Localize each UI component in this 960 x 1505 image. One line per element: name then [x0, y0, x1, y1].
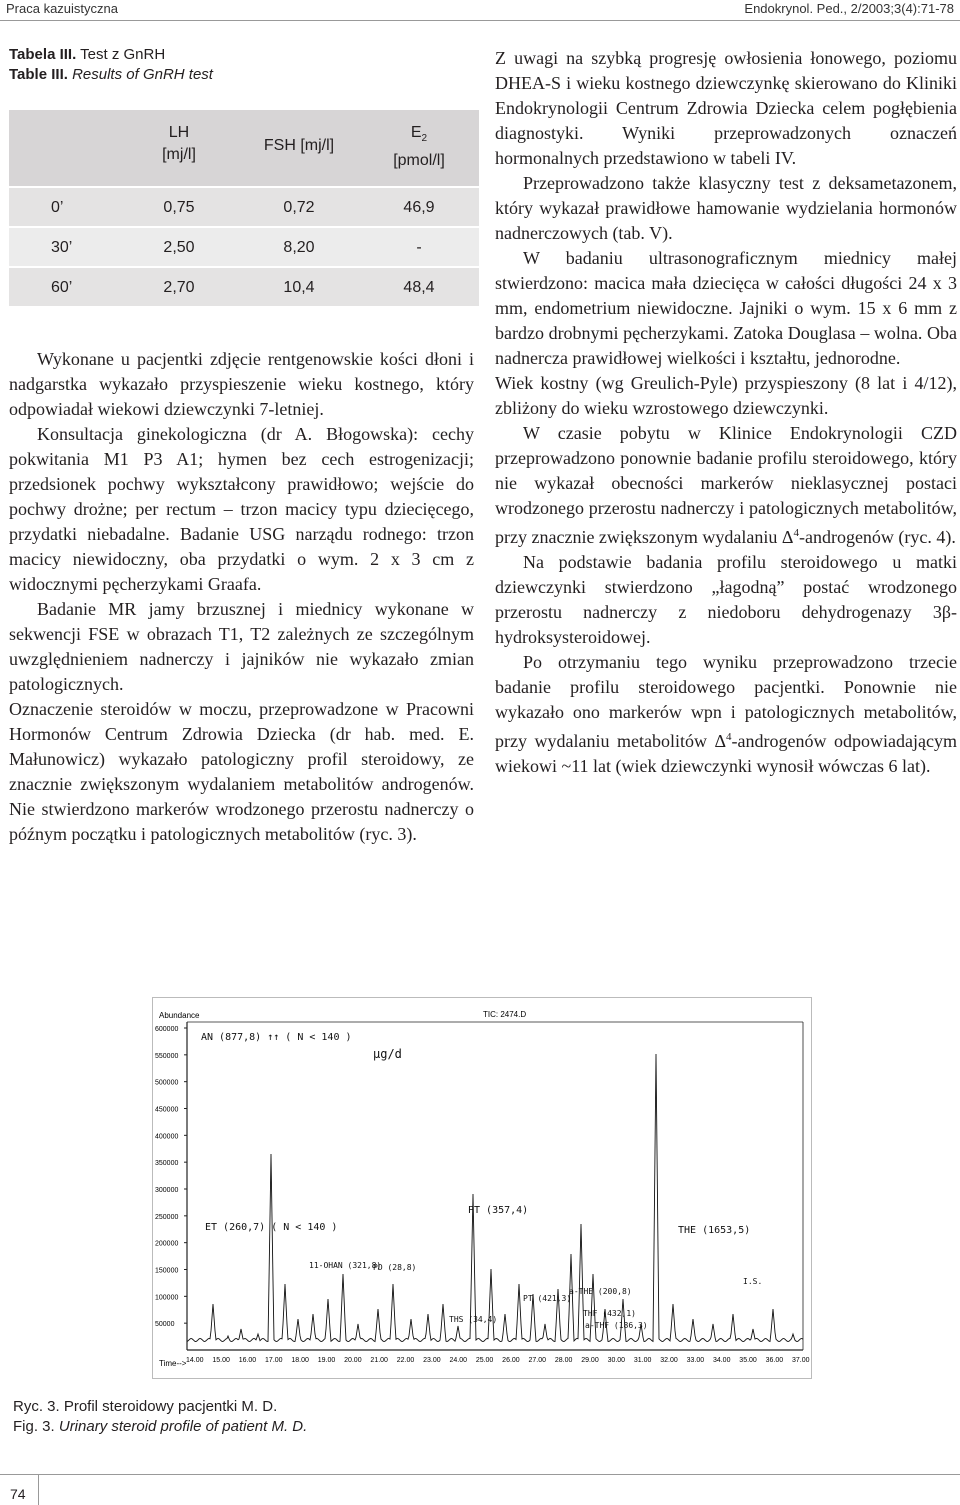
- figure-caption-en-label: Fig. 3.: [13, 1418, 55, 1435]
- figure-caption-en: [13, 1417, 307, 1437]
- paragraph-part: -androgenów (ryc. 4).: [798, 527, 956, 547]
- header-e2: [371, 122, 467, 172]
- paragraph: [495, 421, 957, 550]
- paragraph: W badaniu ultrasonograficznym miednicy małej stwierdzono: macica mała dziecięca w całości długości 24 x 3 mm, endometrium niewidoczne. Jajniki o wym. 15 x 6 mm z bardzo drobnymi pęcherzykami. Zatoka Douglasa – wolna. Oba nadnercza prawidłowej wielkości i kształtu, jednorodne.: [495, 248, 957, 368]
- steroid-chromatogram-figure: [152, 997, 812, 1379]
- x-tick-label: 33.00: [686, 1357, 705, 1364]
- y-tick-label: 450000: [155, 1106, 179, 1114]
- superscript: 4: [726, 731, 732, 743]
- cell-e2: 46,9: [403, 199, 435, 216]
- x-tick-label: 16.00: [238, 1357, 257, 1364]
- x-tick-label: 35.00: [739, 1357, 757, 1364]
- y-tick-label: 150000: [155, 1267, 179, 1275]
- header-lh: [139, 122, 219, 166]
- table-caption-en-label: Table III.: [9, 66, 68, 83]
- paragraph: Badanie MR jamy brzusznej i miednicy wykonane w sekwencji FSE w obrazach T1, T2 zależnych ze szczególnym uwzględnieniem nadnerczy i jajników nie wykazało zmian patologicznych.: [9, 599, 474, 694]
- annotation-ths: THS (34,4): [449, 1315, 498, 1324]
- table-header-row: [9, 110, 479, 186]
- annotation-athe: a-THE (200,8): [569, 1287, 632, 1296]
- x-tick-label: 15.00: [212, 1357, 230, 1364]
- paragraph-part: -androgenów odpowiadającym wiekowi ~11 lat (wiek dziewczynki wynosił wówczas 6 lat).: [495, 731, 957, 776]
- x-tick-label: 14.00: [186, 1357, 204, 1364]
- x-tick-label: 22.00: [396, 1357, 415, 1364]
- x-tick-label: 32.00: [660, 1357, 678, 1364]
- annotation-an: AN (877,8) ↑↑ ( N < 140 ): [201, 1032, 352, 1043]
- cell-time: 30’: [51, 239, 73, 256]
- time-label: Time-->: [159, 1359, 187, 1368]
- cell-time: 0’: [51, 199, 64, 216]
- annotation-pt2: PT (421,3): [523, 1294, 572, 1303]
- paragraph: Na podstawie badania profilu steroidowego u matki dziewczynki stwierdzono „łagodną” postać wrodzonego przerostu nadnerczy z niedoboru dehydrogenazy 3β-hydroksysteroidowej.: [495, 552, 957, 647]
- figure-caption-pl: Ryc. 3. Profil steroidowy pacjentki M. D.: [13, 1398, 278, 1415]
- y-tick-label: 600000: [155, 1026, 179, 1033]
- y-tick-label: 200000: [155, 1240, 179, 1248]
- x-tick-label: 20.00: [344, 1357, 362, 1364]
- y-tick-label: 400000: [155, 1133, 179, 1141]
- journal-citation: Endokrynol. Ped., 2/2003;3(4):71-78: [744, 1, 954, 16]
- x-tick-label: 30.00: [607, 1357, 626, 1364]
- paragraph-part: Po otrzymaniu tego wyniku przeprowadzono trzecie badanie profilu steroidowego pacjentki. Ponownie nie wykazało ono markerów wpn i patologicznych metabolitów, przy wydalaniu metabolitów Δ: [495, 652, 957, 751]
- y-tick-label: 250000: [155, 1213, 179, 1221]
- paragraph-part: W czasie pobytu w Klinice Endokrynologii CZD przeprowadzono ponownie badanie profilu steroidowego, który nie wykazał obecności markerów nieklasycznej postaci wrodzonego przerostu nadnerczy i patologicznych metabolitów, przy znacznie zwiększonym wydalaniu Δ: [495, 423, 957, 547]
- annotation-pd: PD (28,8): [373, 1263, 417, 1272]
- header-divider: [0, 20, 960, 21]
- x-tick-label: 19.00: [317, 1357, 336, 1364]
- x-tick-label: 17.00: [265, 1357, 283, 1364]
- y-tick-label: 100000: [155, 1294, 179, 1302]
- cell-lh: 2,70: [163, 279, 195, 296]
- paragraph: Wykonane u pacjentki zdjęcie rentgenowskie kości dłoni i nadgarstka wykazało przyspieszenie wieku kostnego, który odpowiadał wiekowi dziewczynki 7-letniej.: [9, 349, 474, 419]
- paragraph: Wiek kostny (wg Greulich-Pyle) przyspieszony (8 lat i 4/12), zbliżony do wieku wzrostowego dziewczynki.: [495, 373, 957, 418]
- right-column: [495, 46, 957, 779]
- paragraph: Oznaczenie steroidów w moczu, przeprowadzone w Pracowni Hormonów Centrum Zdrowia Dziecka (dr hab. med. E. Małunowicz) wykazało patologiczny profil steroidowy, ze znacznie zwiększonym wydalaniem metabolitów androgenów. Nie stwierdzono markerów wrodzonego przerostu nadnerczy o późnym początku i patologicznych metabolitów (ryc. 3).: [9, 699, 474, 844]
- table-caption-pl-label: Tabela III.: [9, 46, 77, 63]
- cell-fsh: 8,20: [283, 239, 315, 256]
- cell-e2: 48,4: [403, 279, 435, 296]
- table-row: [9, 266, 479, 306]
- page-number: 74: [10, 1486, 26, 1502]
- superscript: 4: [793, 527, 799, 539]
- y-tick-label: 350000: [155, 1160, 179, 1168]
- x-tick-label: 26.00: [502, 1357, 520, 1364]
- annotation-the: THE (1653,5): [678, 1225, 751, 1236]
- table-row: [9, 226, 479, 266]
- y-tick-label: 550000: [155, 1052, 179, 1060]
- annotation-thf: THF (432,1): [583, 1309, 636, 1318]
- x-tick-label: 24.00: [449, 1357, 468, 1364]
- annotation-11ohan: 11-OHAN (321,8): [309, 1261, 382, 1270]
- y-tick-labels: [155, 1026, 187, 1328]
- figure-caption: [13, 1397, 307, 1437]
- running-header: [0, 0, 960, 18]
- header-e2-sub: 2: [421, 133, 428, 145]
- paragraph: Konsultacja ginekologiczna (dr A. Błogowska): cechy pokwitania M1 P3 A1; hymen bez cech estrogenizacji; przedsionek pochwy wykształcony prawidłowo; wejście do pochwy drożne; per rectum – trzon macicy typu dziecięcego, przydatki niebadalne. Badanie USG narządu rodnego: trzon macicy niewidoczny, oba przydatki o wym. 2 x 3 cm z widocznymi pęcherzykami Graafa.: [9, 424, 474, 594]
- x-tick-label: 29.00: [581, 1357, 599, 1364]
- x-tick-label: 36.00: [765, 1357, 784, 1364]
- paragraph: [495, 650, 957, 779]
- y-tick-label: 50000: [155, 1321, 175, 1329]
- tic-label: TIC: 2474.D: [483, 1010, 527, 1019]
- table-caption: [9, 45, 213, 85]
- footer-vertical-rule: [38, 1475, 39, 1505]
- chromatogram-trace: [187, 1054, 803, 1342]
- figure-caption-en-text: Urinary steroid profile of patient M. D.: [58, 1418, 308, 1435]
- header-lh-name: LH: [168, 124, 190, 141]
- chromatogram-svg: [153, 998, 813, 1380]
- header-fsh: FSH [mj/l]: [263, 137, 335, 154]
- cell-e2: -: [416, 239, 422, 256]
- paragraph: Przeprowadzono także klasyczny test z deksametazonem, który wykazał prawidłowe hamowanie wydzielania hormonów nadnerczowych (tab. V).: [495, 173, 957, 243]
- x-tick-labels: [186, 1357, 810, 1364]
- x-tick-label: 34.00: [712, 1357, 731, 1364]
- x-tick-label: 31.00: [633, 1357, 652, 1364]
- annotation-unit: μg/d: [373, 1047, 402, 1061]
- header-e2-base: E: [410, 124, 422, 141]
- gnrh-table: [9, 110, 479, 306]
- section-label: Praca kazuistyczna: [6, 1, 118, 16]
- cell-lh: 2,50: [163, 239, 195, 256]
- footer-divider: [0, 1474, 960, 1475]
- y-tick-label: 300000: [155, 1187, 179, 1194]
- cell-fsh: 10,4: [283, 279, 315, 296]
- annotation-et: ET (260,7) ( N < 140 ): [205, 1222, 338, 1233]
- header-lh-unit: [mj/l]: [162, 146, 196, 163]
- table-row: [9, 186, 479, 226]
- x-tick-label: 25.00: [475, 1357, 494, 1364]
- table-body: [9, 186, 479, 306]
- paragraph: Z uwagi na szybką progresję owłosienia łonowego, poziomu DHEA-S i wieku kostnego dziewczynkę skierowano do Kliniki Endokrynologii Centrum Zdrowia Dziecka celem pogłębienia diagnostyki. Wyniki przeprowadzonych oznaczeń hormonalnych przedstawiono w tabeli IV.: [495, 48, 957, 168]
- cell-lh: 0,75: [163, 199, 195, 216]
- table-caption-en-text: Results of GnRH test: [72, 66, 213, 83]
- x-tick-label: 18.00: [291, 1357, 309, 1364]
- table-caption-pl-text: Test z GnRH: [80, 46, 166, 63]
- x-tick-label: 23.00: [423, 1357, 441, 1364]
- y-tick-label: 500000: [155, 1079, 179, 1087]
- abundance-label: Abundance: [159, 1011, 200, 1020]
- x-tick-label: 37.00: [792, 1357, 810, 1364]
- x-tick-label: 28.00: [554, 1357, 573, 1364]
- annotation-athf: a-THF (186,3): [585, 1321, 648, 1330]
- header-e2-unit: [pmol/l]: [393, 152, 445, 170]
- left-column: [9, 347, 474, 847]
- x-tick-label: 21.00: [370, 1357, 388, 1364]
- x-tick-label: 27.00: [528, 1357, 547, 1364]
- cell-time: 60’: [51, 279, 73, 296]
- cell-fsh: 0,72: [283, 199, 315, 216]
- header-e2-name: [371, 122, 467, 150]
- annotation-pt: PT (357,4): [468, 1205, 529, 1216]
- annotation-is: I.S.: [743, 1277, 763, 1286]
